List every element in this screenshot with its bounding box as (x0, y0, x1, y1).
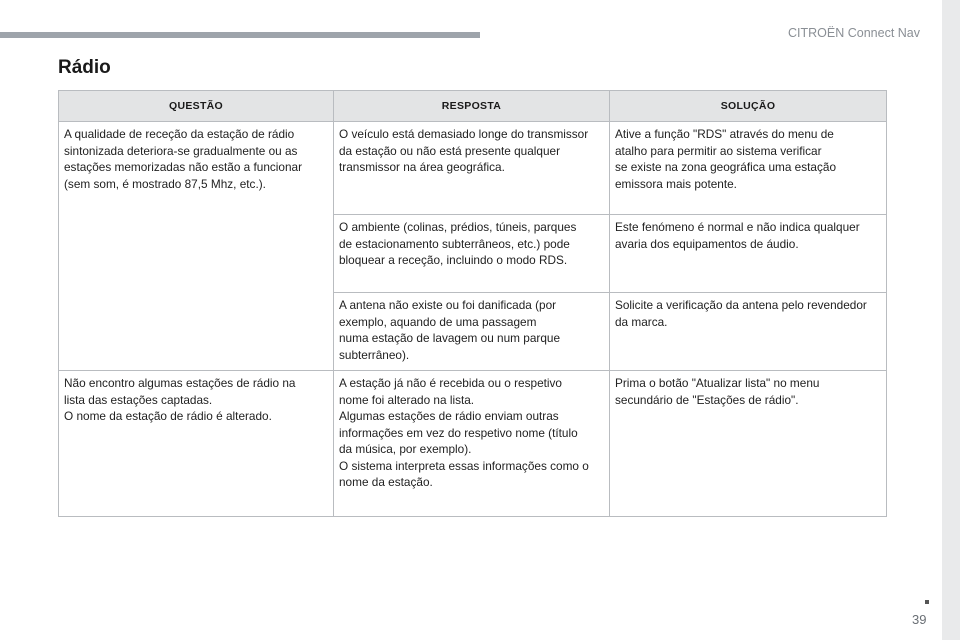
question-text: A qualidade de receção da estação de rádio sintonizada deteriora-se gradualmente ou as estações memorizadas não estão a funcionar (sem som, é mostrado 87,5 Mhz, etc.). (64, 127, 303, 191)
page-edge-strip (942, 0, 960, 640)
answer-text: A antena não existe ou foi danificada (por exemplo, aquando de uma passagem numa estação de lavagem ou num parque subterrâneo). (339, 298, 561, 362)
question-cell (59, 371, 334, 517)
answer-text: O ambiente (colinas, prédios, túneis, parques de estacionamento subterrâneos, etc.) pode bloquear a receção, incluindo o modo RDS. (339, 220, 577, 267)
solution-cell (610, 215, 887, 293)
solution-cell (610, 293, 887, 371)
column-header-answer: RESPOSTA (334, 91, 610, 122)
answer-cell (334, 371, 610, 517)
solution-text: Este fenómeno é normal e não indica qualquer avaria dos equipamentos de áudio. (615, 220, 860, 251)
answer-text: A estação já não é recebida ou o respetivo nome foi alterado na lista. Algumas estações de rádio enviam outras informações em vez do respetivo nome (título da música, por exemplo). O sistema interpreta essas informações como o nome da estação. (339, 376, 589, 489)
column-header-question: QUESTÃO (59, 91, 334, 122)
page-number: 39 (912, 612, 927, 627)
column-header-solution: SOLUÇÃO (610, 91, 887, 122)
solution-text: Solicite a verificação da antena pelo revendedor da marca. (615, 298, 867, 329)
brand-label: CITROËN Connect Nav (788, 26, 920, 40)
solution-text: Prima o botão "Atualizar lista" no menu secundário de "Estações de rádio". (615, 376, 820, 407)
page-title: Rádio (58, 57, 111, 78)
question-text: Não encontro algumas estações de rádio na lista das estações captadas. O nome da estação de rádio é alterado. (64, 376, 296, 423)
solution-text: Ative a função "RDS" através do menu de atalho para permitir ao sistema verificar se existe na zona geográfica uma estação emissora mais potente. (615, 127, 837, 191)
table-header-row (59, 91, 887, 122)
answer-text: O veículo está demasiado longe do transmissor da estação ou não está presente qualquer transmissor na área geográfica. (339, 127, 589, 174)
answer-cell (334, 293, 610, 371)
troubleshooting-table (58, 90, 887, 517)
question-cell (59, 122, 334, 371)
answer-cell (334, 122, 610, 215)
table-row (59, 371, 887, 517)
header-accent-bar (0, 32, 480, 38)
page-marker-dot (925, 600, 929, 604)
solution-cell (610, 371, 887, 517)
solution-cell (610, 122, 887, 215)
table-row (59, 122, 887, 215)
answer-cell (334, 215, 610, 293)
